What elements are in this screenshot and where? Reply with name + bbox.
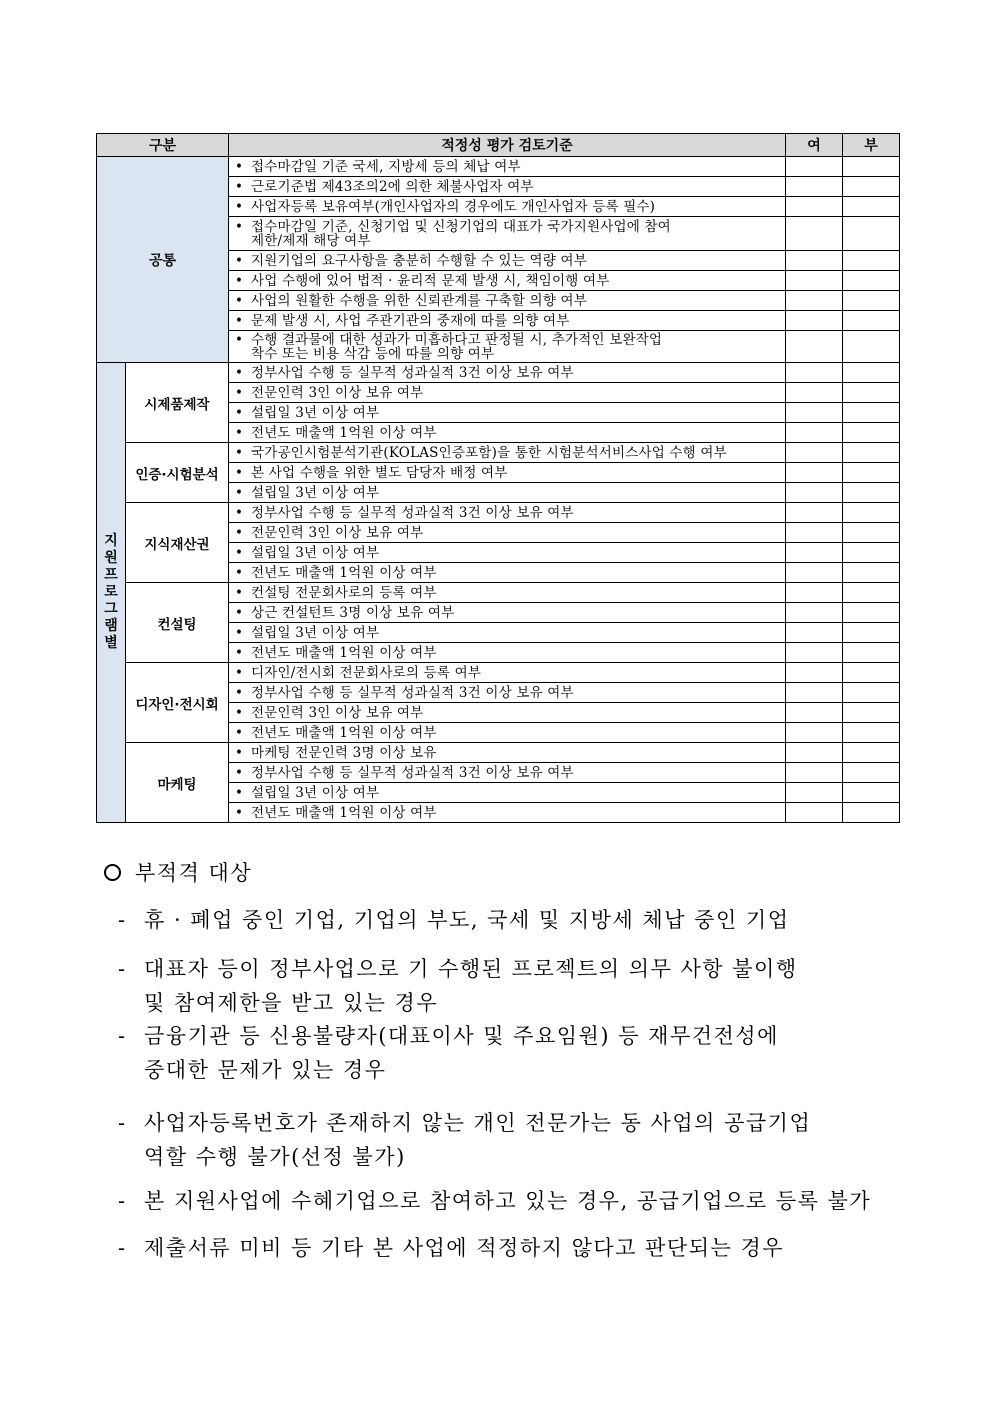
no-mark-cell[interactable]: [843, 703, 900, 723]
dash-icon: -: [118, 908, 127, 932]
table-row: [97, 157, 900, 177]
yes-mark-cell[interactable]: [786, 543, 843, 563]
ineligible-text: 본 지원사업에 수혜기업으로 참여하고 있는 경우, 공급기업으로 등록 불가: [144, 1189, 872, 1213]
no-mark-cell[interactable]: [843, 803, 900, 823]
no-mark-cell[interactable]: [843, 363, 900, 383]
header-yes: 여: [786, 134, 843, 157]
no-mark-cell[interactable]: [843, 423, 900, 443]
yes-mark-cell[interactable]: [786, 271, 843, 291]
bullet-icon: •: [235, 252, 244, 269]
table-row: [97, 663, 900, 683]
program-label: 디자인·전시회: [126, 663, 229, 743]
no-mark-cell[interactable]: [843, 463, 900, 483]
ineligible-title: 부적격 대상: [135, 861, 253, 885]
no-mark-cell[interactable]: [843, 403, 900, 423]
criteria-text: 사업자등록 보유여부(개인사업자의 경우에도 개인사업자 등록 필수): [251, 198, 656, 215]
no-mark-cell[interactable]: [843, 177, 900, 197]
circle-bullet-icon: [104, 864, 121, 881]
table-row: [97, 363, 900, 383]
yes-mark-cell[interactable]: [786, 603, 843, 623]
table-body: [97, 157, 900, 823]
criteria-item: [229, 331, 786, 363]
program-group-label: 지원프로그램별: [104, 533, 118, 651]
criteria-item: [229, 623, 786, 643]
no-mark-cell[interactable]: [843, 783, 900, 803]
criteria-item: [229, 251, 786, 271]
criteria-item: [229, 803, 786, 823]
criteria-item: [229, 403, 786, 423]
criteria-item: [229, 177, 786, 197]
criteria-item: [229, 743, 786, 763]
program-label: 컨설팅: [126, 583, 229, 663]
no-mark-cell[interactable]: [843, 197, 900, 217]
yes-mark-cell[interactable]: [786, 383, 843, 403]
dash-icon: -: [118, 1024, 127, 1048]
ineligible-text: 휴 · 폐업 중인 기업, 기업의 부도, 국세 및 지방세 체납 중인 기업: [144, 908, 790, 932]
bullet-icon: •: [235, 624, 244, 641]
criteria-text: 근로기준법 제43조의2에 의한 체불사업자 여부: [251, 178, 534, 195]
criteria-text: 전년도 매출액 1억원 이상 여부: [251, 804, 437, 821]
table-row: [97, 503, 900, 523]
yes-mark-cell[interactable]: [786, 803, 843, 823]
yes-mark-cell[interactable]: [786, 783, 843, 803]
criteria-text: 설립일 3년 이상 여부: [251, 544, 380, 561]
bullet-icon: •: [235, 584, 244, 601]
criteria-text: 본 사업 수행을 위한 별도 담당자 배정 여부: [251, 464, 508, 481]
ineligible-text: 금융기관 등 신용불량자(대표이사 및 주요임원) 등 재무건전성에: [144, 1024, 779, 1048]
criteria-text: 사업의 원활한 수행을 위한 신뢰관계를 구축할 의향 여부: [251, 292, 587, 309]
criteria-text: 설립일 3년 이상 여부: [251, 484, 380, 501]
bullet-icon: •: [235, 292, 244, 309]
criteria-text: 전문인력 3인 이상 보유 여부: [251, 384, 424, 401]
bullet-icon: •: [235, 158, 244, 175]
ineligible-item: [118, 1231, 784, 1265]
criteria-item: [229, 523, 786, 543]
bullet-icon: •: [235, 484, 244, 501]
criteria-item: [229, 463, 786, 483]
yes-mark-cell[interactable]: [786, 423, 843, 443]
criteria-item: [229, 563, 786, 583]
no-mark-cell[interactable]: [843, 603, 900, 623]
no-mark-cell[interactable]: [843, 383, 900, 403]
criteria-text: 마케팅 전문인력 3명 이상 보유: [251, 744, 437, 761]
criteria-text: 전문인력 3인 이상 보유 여부: [251, 524, 424, 541]
criteria-text: 지원기업의 요구사항을 충분히 수행할 수 있는 역량 여부: [251, 252, 587, 269]
no-mark-cell[interactable]: [843, 683, 900, 703]
program-label: 마케팅: [126, 743, 229, 823]
header-criteria: 적정성 평가 검토기준: [229, 134, 786, 157]
header-row: [97, 134, 900, 157]
no-mark-cell[interactable]: [843, 763, 900, 783]
no-mark-cell[interactable]: [843, 523, 900, 543]
yes-mark-cell[interactable]: [786, 643, 843, 663]
criteria-text: 수행 결과물에 대한 성과가 미흡하다고 판정될 시, 추가적인 보완작업: [251, 331, 663, 348]
yes-mark-cell[interactable]: [786, 331, 843, 363]
criteria-item: [229, 217, 786, 251]
criteria-item: [229, 383, 786, 403]
criteria-item: [229, 763, 786, 783]
no-mark-cell[interactable]: [843, 251, 900, 271]
dash-icon: -: [118, 1111, 127, 1135]
criteria-item: [229, 157, 786, 177]
criteria-item: [229, 443, 786, 463]
no-mark-cell[interactable]: [843, 743, 900, 763]
bullet-icon: •: [235, 464, 244, 481]
yes-mark-cell[interactable]: [786, 291, 843, 311]
yes-mark-cell[interactable]: [786, 403, 843, 423]
no-mark-cell[interactable]: [843, 723, 900, 743]
criteria-item: [229, 603, 786, 623]
yes-mark-cell[interactable]: [786, 683, 843, 703]
criteria-text: 전년도 매출액 1억원 이상 여부: [251, 644, 437, 661]
no-mark-cell[interactable]: [843, 623, 900, 643]
yes-mark-cell[interactable]: [786, 197, 843, 217]
bullet-icon: •: [235, 544, 244, 561]
ineligible-text-continued: 및 참여제한을 받고 있는 경우: [144, 991, 439, 1015]
criteria-text: 정부사업 수행 등 실무적 성과실적 3건 이상 보유 여부: [251, 364, 574, 381]
yes-mark-cell[interactable]: [786, 463, 843, 483]
criteria-text: 컨설팅 전문회사로의 등록 여부: [251, 584, 437, 601]
ineligible-text-continued: 중대한 문제가 있는 경우: [144, 1058, 387, 1082]
bullet-icon: •: [235, 384, 244, 401]
criteria-text: 사업 수행에 있어 법적 · 윤리적 문제 발생 시, 책임이행 여부: [251, 272, 610, 289]
criteria-text: 전문인력 3인 이상 보유 여부: [251, 704, 424, 721]
bullet-icon: •: [235, 364, 244, 381]
criteria-text: 접수마감일 기준, 신청기업 및 신청기업의 대표가 국가지원사업에 참여: [251, 218, 671, 235]
yes-mark-cell[interactable]: [786, 663, 843, 683]
bullet-icon: •: [235, 744, 244, 761]
criteria-item: [229, 423, 786, 443]
bullet-icon: •: [235, 218, 244, 235]
bullet-icon: •: [235, 198, 244, 215]
criteria-item: [229, 291, 786, 311]
no-mark-cell[interactable]: [843, 331, 900, 363]
no-mark-cell[interactable]: [843, 483, 900, 503]
no-mark-cell[interactable]: [843, 157, 900, 177]
criteria-item: [229, 583, 786, 603]
yes-mark-cell[interactable]: [786, 157, 843, 177]
criteria-text: 정부사업 수행 등 실무적 성과실적 3건 이상 보유 여부: [251, 684, 574, 701]
criteria-item: [229, 643, 786, 663]
criteria-item: [229, 503, 786, 523]
table-row: [97, 743, 900, 763]
bullet-icon: •: [235, 312, 244, 329]
ineligible-item: [118, 952, 798, 1020]
bullet-icon: •: [235, 504, 244, 521]
yes-mark-cell[interactable]: [786, 723, 843, 743]
criteria-table: [96, 133, 900, 823]
ineligible-text: 사업자등록번호가 존재하지 않는 개인 전문가는 동 사업의 공급기업: [144, 1111, 812, 1135]
program-label: 시제품제작: [126, 363, 229, 443]
criteria-text: 전년도 매출액 1억원 이상 여부: [251, 724, 437, 741]
yes-mark-cell[interactable]: [786, 703, 843, 723]
criteria-item: [229, 197, 786, 217]
group-program: [97, 363, 126, 823]
yes-mark-cell[interactable]: [786, 523, 843, 543]
ineligible-item: [118, 1106, 811, 1174]
criteria-text: 정부사업 수행 등 실무적 성과실적 3건 이상 보유 여부: [251, 504, 574, 521]
yes-mark-cell[interactable]: [786, 483, 843, 503]
no-mark-cell[interactable]: [843, 291, 900, 311]
no-mark-cell[interactable]: [843, 311, 900, 331]
criteria-item: [229, 483, 786, 503]
criteria-text: 설립일 3년 이상 여부: [251, 404, 380, 421]
yes-mark-cell[interactable]: [786, 443, 843, 463]
criteria-item: [229, 363, 786, 383]
bullet-icon: •: [235, 644, 244, 661]
criteria-item: [229, 543, 786, 563]
bullet-icon: •: [235, 764, 244, 781]
yes-mark-cell[interactable]: [786, 503, 843, 523]
ineligible-item: [118, 1184, 871, 1218]
criteria-item: [229, 663, 786, 683]
criteria-item: [229, 271, 786, 291]
bullet-icon: •: [235, 704, 244, 721]
criteria-text: 전년도 매출액 1억원 이상 여부: [251, 564, 437, 581]
bullet-icon: •: [235, 444, 244, 461]
bullet-icon: •: [235, 604, 244, 621]
bullet-icon: •: [235, 664, 244, 681]
bullet-icon: •: [235, 724, 244, 741]
no-mark-cell[interactable]: [843, 271, 900, 291]
table-row: [97, 583, 900, 603]
no-mark-cell[interactable]: [843, 583, 900, 603]
bullet-icon: •: [235, 272, 244, 289]
criteria-text: 문제 발생 시, 사업 주관기관의 중재에 따를 의향 여부: [251, 312, 570, 329]
yes-mark-cell[interactable]: [786, 251, 843, 271]
criteria-item: [229, 683, 786, 703]
ineligible-heading: [104, 857, 252, 887]
no-mark-cell[interactable]: [843, 643, 900, 663]
bullet-icon: •: [235, 564, 244, 581]
no-mark-cell[interactable]: [843, 663, 900, 683]
criteria-item: [229, 783, 786, 803]
ineligible-item: [118, 903, 790, 937]
no-mark-cell[interactable]: [843, 543, 900, 563]
bullet-icon: •: [235, 331, 244, 348]
ineligible-text-continued: 역할 수행 불가(선정 불가): [144, 1145, 406, 1169]
bullet-icon: •: [235, 524, 244, 541]
criteria-text: 설립일 3년 이상 여부: [251, 624, 380, 641]
dash-icon: -: [118, 1236, 127, 1260]
criteria-text: 전년도 매출액 1억원 이상 여부: [251, 424, 437, 441]
yes-mark-cell[interactable]: [786, 623, 843, 643]
group-common: 공통: [97, 157, 229, 363]
bullet-icon: •: [235, 178, 244, 195]
dash-icon: -: [118, 1189, 127, 1213]
criteria-text: 설립일 3년 이상 여부: [251, 784, 380, 801]
yes-mark-cell[interactable]: [786, 311, 843, 331]
criteria-text: 상근 컨설턴트 3명 이상 보유 여부: [251, 604, 455, 621]
bullet-icon: •: [235, 404, 244, 421]
yes-mark-cell[interactable]: [786, 743, 843, 763]
yes-mark-cell[interactable]: [786, 563, 843, 583]
program-label: 지식재산권: [126, 503, 229, 583]
criteria-text: 디자인/전시회 전문회사로의 등록 여부: [251, 664, 482, 681]
criteria-item: [229, 723, 786, 743]
program-label: 인증·시험분석: [126, 443, 229, 503]
header-category: 구분: [97, 134, 229, 157]
dash-icon: -: [118, 957, 127, 981]
yes-mark-cell[interactable]: [786, 177, 843, 197]
criteria-text-continued: 착수 또는 비용 삭감 등에 따를 의향 여부: [251, 345, 495, 362]
yes-mark-cell[interactable]: [786, 583, 843, 603]
criteria-item: [229, 311, 786, 331]
criteria-text: 국가공인시험분석기관(KOLAS인증포함)을 통한 시험분석서비스사업 수행 여부: [251, 444, 727, 461]
criteria-text-continued: 제한/제재 해당 여부: [251, 232, 371, 249]
no-mark-cell[interactable]: [843, 443, 900, 463]
bullet-icon: •: [235, 424, 244, 441]
ineligible-text: 제출서류 미비 등 기타 본 사업에 적정하지 않다고 판단되는 경우: [144, 1236, 785, 1260]
bullet-icon: •: [235, 784, 244, 801]
ineligible-text: 대표자 등이 정부사업으로 기 수행된 프로젝트의 의무 사항 불이행: [144, 957, 798, 981]
bullet-icon: •: [235, 684, 244, 701]
criteria-item: [229, 703, 786, 723]
yes-mark-cell[interactable]: [786, 217, 843, 251]
no-mark-cell[interactable]: [843, 217, 900, 251]
table-row: [97, 443, 900, 463]
criteria-text: 접수마감일 기준 국세, 지방세 등의 체납 여부: [251, 158, 521, 175]
header-no: 부: [843, 134, 900, 157]
yes-mark-cell[interactable]: [786, 763, 843, 783]
criteria-text: 정부사업 수행 등 실무적 성과실적 3건 이상 보유 여부: [251, 764, 574, 781]
no-mark-cell[interactable]: [843, 563, 900, 583]
no-mark-cell[interactable]: [843, 503, 900, 523]
ineligible-item: [118, 1019, 779, 1087]
bullet-icon: •: [235, 804, 244, 821]
yes-mark-cell[interactable]: [786, 363, 843, 383]
